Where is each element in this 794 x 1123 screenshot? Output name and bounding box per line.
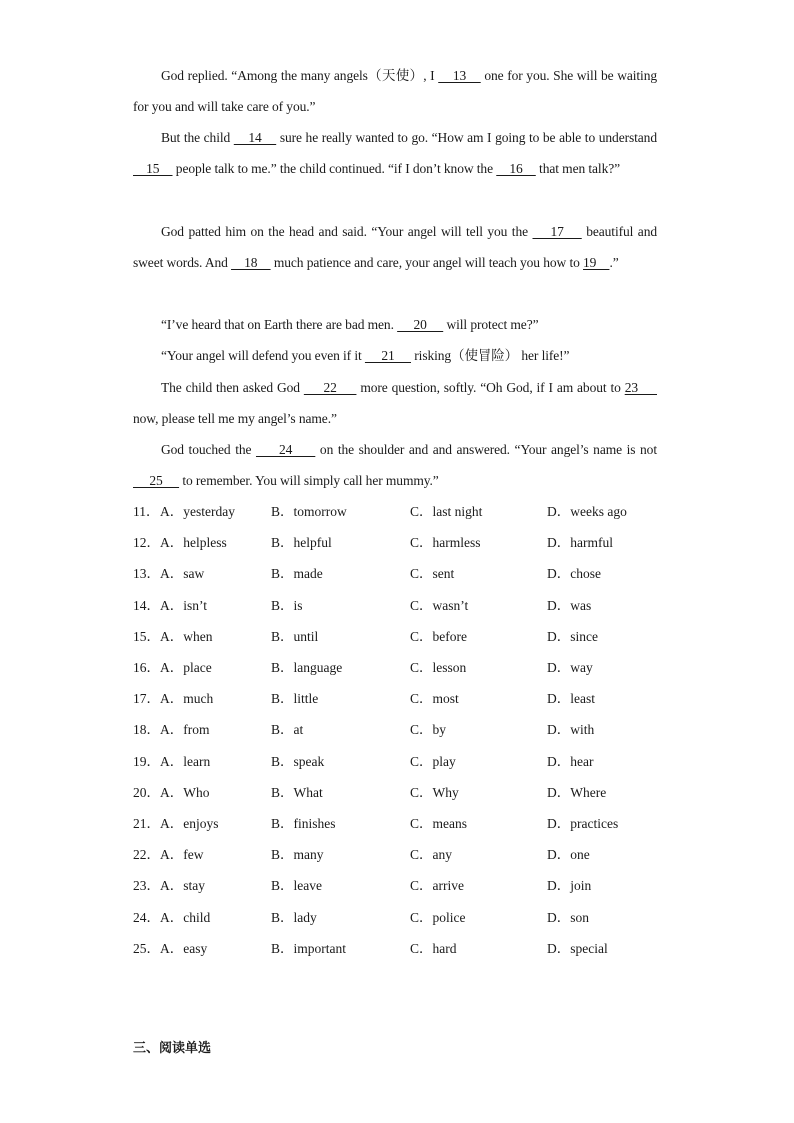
text: God patted him on the head and said. “Your angel will tell you the xyxy=(161,224,533,239)
question-number: 16． xyxy=(133,660,160,675)
option-d: D．son xyxy=(547,909,590,925)
option-a: A．learn xyxy=(160,753,211,769)
option-a: A．from xyxy=(160,722,210,738)
option-d: D．chose xyxy=(547,566,601,582)
question-number: 20． xyxy=(133,784,160,800)
option-c: C．lesson xyxy=(410,660,467,675)
option-c: C．by xyxy=(410,722,447,738)
option-a: A．isn’t xyxy=(160,597,208,613)
question-number: 24． xyxy=(133,909,160,925)
option-b: B．leave xyxy=(271,878,322,894)
option-d: D．was xyxy=(547,597,592,613)
text: But the child xyxy=(161,130,234,145)
option-c: C．hard xyxy=(410,940,457,956)
option-a: A．stay xyxy=(160,878,205,894)
option-c: C．play xyxy=(410,753,456,769)
question-number: 22． xyxy=(133,847,160,863)
question-number: 11． xyxy=(133,504,160,519)
option-c: C．last night xyxy=(410,504,483,519)
option-c: C．police xyxy=(410,909,466,925)
question-number: 17． xyxy=(133,691,160,707)
option-b: B．important xyxy=(271,940,346,956)
question-number: 14． xyxy=(133,597,160,613)
blank-17: 17 xyxy=(532,224,582,239)
text: The child then asked God xyxy=(161,380,304,395)
passage-paragraph-4 xyxy=(133,309,657,340)
option-b: B．helpful xyxy=(271,535,332,551)
text: one for you. She will be waiting for you and will take care of you.” xyxy=(133,68,657,114)
text: will protect me?” xyxy=(443,317,539,332)
passage-paragraph-1 xyxy=(133,60,657,122)
blank-13: 13 xyxy=(438,68,481,83)
option-b: B．at xyxy=(271,722,304,738)
question-number: 13． xyxy=(133,566,160,582)
option-b: B．lady xyxy=(271,909,317,925)
option-b: B．little xyxy=(271,691,319,707)
option-b: B．finishes xyxy=(271,816,336,831)
blank-18: 18 xyxy=(231,255,271,270)
blank-20: 20 xyxy=(397,317,444,332)
text: risking（使冒险） her life!” xyxy=(411,348,570,363)
blank-22: 22 xyxy=(303,380,357,395)
option-c: C．before xyxy=(410,628,467,644)
option-a: A．Who xyxy=(160,784,210,800)
text: beautiful and sweet words. And xyxy=(133,224,657,270)
option-a: A．when xyxy=(160,628,213,644)
text: “I’ve heard that on Earth there are bad men. xyxy=(161,317,398,332)
option-c: C．harmless xyxy=(410,535,481,551)
option-c: C．most xyxy=(410,691,459,707)
blank-25: 25 xyxy=(133,473,180,488)
option-a: A．enjoys xyxy=(160,816,219,831)
blank-19: 19 xyxy=(583,255,610,270)
question-number: 15． xyxy=(133,628,160,644)
blank-23: 23 xyxy=(624,380,657,395)
text: on the shoulder and and answered. “Your angel’s name is not xyxy=(315,442,657,457)
blank-21: 21 xyxy=(364,348,411,363)
option-b: B．tomorrow xyxy=(271,504,347,519)
option-c: C．means xyxy=(410,816,467,831)
blank-14: 14 xyxy=(233,130,277,145)
option-a: A．yesterday xyxy=(160,504,235,519)
text: “Your angel will defend you even if it xyxy=(161,348,365,363)
option-d: D．one xyxy=(547,847,590,863)
text: God replied. “Among the many angels（天使）, I xyxy=(161,68,439,83)
text: sure he really wanted to go. “How am I going to be able to understand xyxy=(276,130,657,145)
blank-24: 24 xyxy=(255,442,316,457)
option-d: D．since xyxy=(547,628,598,644)
blank-16: 16 xyxy=(496,161,536,176)
option-d: D．harmful xyxy=(547,535,613,551)
option-b: B．many xyxy=(271,847,324,863)
question-number: 19． xyxy=(133,753,160,769)
blank-15: 15 xyxy=(133,161,173,176)
option-d: D．special xyxy=(547,940,608,956)
passage-paragraph-3 xyxy=(133,216,657,278)
option-a: A．much xyxy=(160,691,214,707)
option-d: D．way xyxy=(547,660,593,675)
text: people talk to me.” the child continued. “if I don’t know the xyxy=(172,161,497,176)
option-d: D．join xyxy=(547,878,592,894)
option-c: C．Why xyxy=(410,784,459,800)
option-d: D．least xyxy=(547,691,595,707)
option-d: D．weeks ago xyxy=(547,504,627,519)
option-d: D．with xyxy=(547,722,595,738)
text: that men talk?” xyxy=(535,161,621,176)
option-d: D．Where xyxy=(547,784,607,800)
question-number: 18． xyxy=(133,722,160,738)
option-b: B．What xyxy=(271,784,323,800)
option-a: A．helpless xyxy=(160,535,227,551)
text: now, please tell me my angel’s name.” xyxy=(133,411,337,426)
question-number: 12． xyxy=(133,535,160,551)
section-title: 三、阅读单选 xyxy=(133,1041,212,1056)
option-c: C．any xyxy=(410,847,452,863)
option-c: C．wasn’t xyxy=(410,597,469,613)
text: God touched the xyxy=(161,442,256,457)
passage-paragraph-2 xyxy=(133,122,657,184)
option-b: B．speak xyxy=(271,753,325,769)
passage-paragraph-5 xyxy=(133,340,657,371)
passage-paragraph-7 xyxy=(133,434,657,496)
option-c: C．sent xyxy=(410,566,455,582)
option-b: B．is xyxy=(271,597,303,613)
text: to remember. You will simply call her mummy.” xyxy=(179,473,439,488)
option-a: A．easy xyxy=(160,940,208,956)
option-a: A．place xyxy=(160,660,212,675)
text: .” xyxy=(609,255,619,270)
option-a: A．child xyxy=(160,909,211,925)
option-b: B．made xyxy=(271,566,323,582)
question-number: 21． xyxy=(133,816,160,831)
question-number: 25． xyxy=(133,940,160,956)
option-a: A．few xyxy=(160,847,204,863)
option-d: D．hear xyxy=(547,753,594,769)
option-b: B．until xyxy=(271,628,319,644)
option-a: A．saw xyxy=(160,566,205,582)
option-c: C．arrive xyxy=(410,878,464,894)
option-d: D．practices xyxy=(547,816,619,831)
text: more question, softly. “Oh God, if I am about to xyxy=(356,380,625,395)
text: much patience and care, your angel will teach you how to xyxy=(270,255,584,270)
question-number: 23． xyxy=(133,878,160,894)
option-b: B．language xyxy=(271,660,343,675)
passage-paragraph-6 xyxy=(133,372,657,434)
